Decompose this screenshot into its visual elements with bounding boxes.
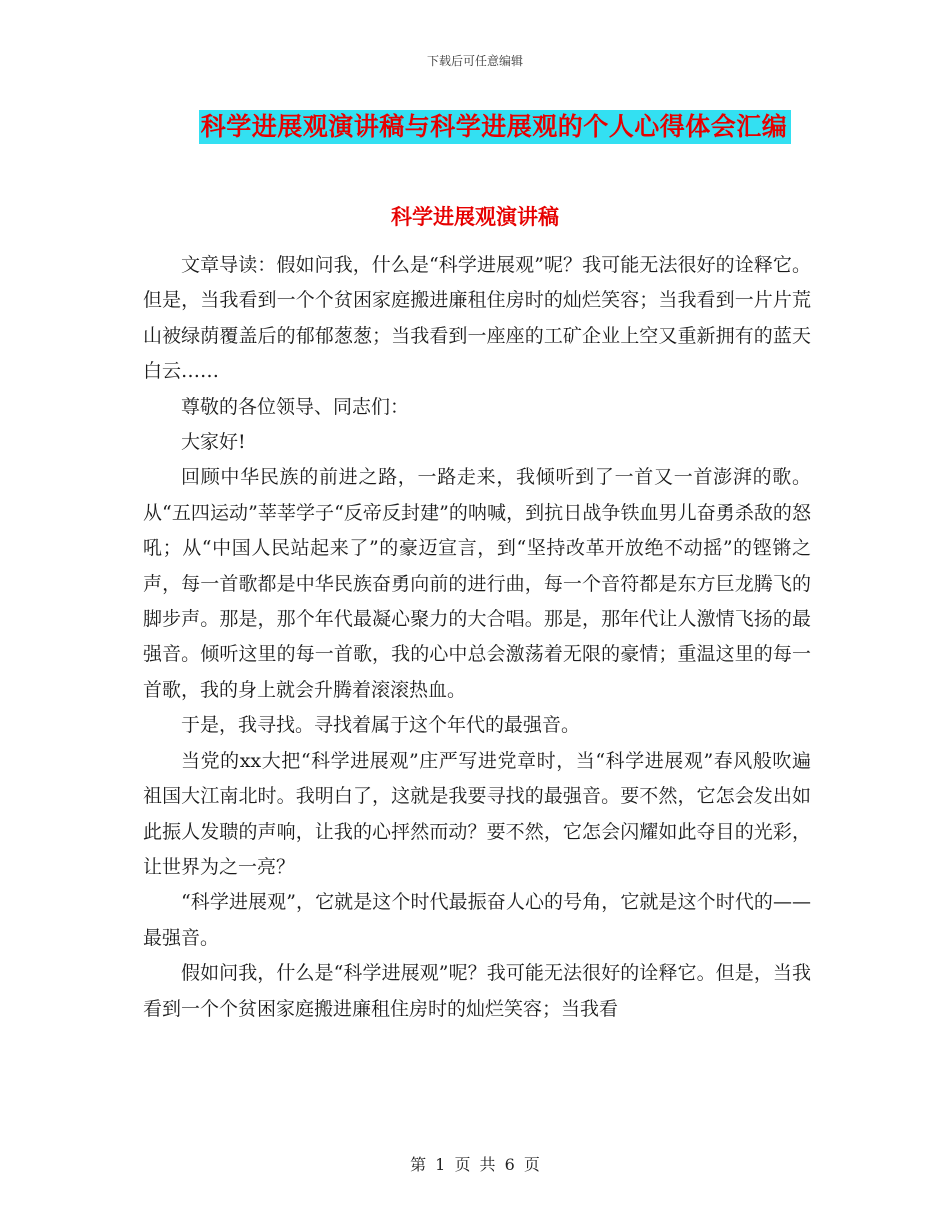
paragraph: 当党的xx大把“科学进展观”庄严写进党章时，当“科学进展观”春风般吹遍祖国大江南北时。我明白了，这就是我要寻找的最强音。要不然，它怎会发出如此振人发聩的声响，让我的心抨然而动？要不然，它怎会闪耀如此夺目的光彩，让世界为之一亮？ <box>143 749 811 878</box>
paragraph: 回顾中华民族的前进之路，一路走来，我倾听到了一首又一首澎湃的歌。从“五四运动”莘莘学子“反帝反封建”的呐喊，到抗日战争铁血男儿奋勇杀敌的怒吼；从“中国人民站起来了”的豪迈宣言，到“坚持改革开放绝不动摇”的铿锵之声，每一首歌都是中华民族奋勇向前的进行曲，每一个音符都是东方巨龙腾飞的脚步声。那是，那个年代最凝心聚力的大合唱。那是，那年代让人激情飞扬的最强音。倾听这里的每一首歌，我的心中总会激荡着无限的豪情；重温这里的每一首歌，我的身上就会升腾着滚滚热血。 <box>143 466 811 701</box>
paragraph: 尊敬的各位领导、同志们： <box>181 395 410 418</box>
paragraph: “科学进展观”，它就是这个时代最振奋人心的号角，它就是这个时代的——最强音。 <box>143 891 811 949</box>
body-text <box>143 248 811 1027</box>
document-title-container <box>0 110 950 144</box>
page-number-footer: 第 1 页 共 6 页 <box>410 1155 540 1174</box>
paragraph: 于是，我寻找。寻找着属于这个年代的最强音。 <box>181 714 581 737</box>
header-note: 下载后可任意编辑 <box>426 54 523 68</box>
section-title: 科学进展观演讲稿 <box>391 204 559 229</box>
document-title: 科学进展观演讲稿与科学进展观的个人心得体会汇编 <box>199 110 792 144</box>
paragraph: 文章导读：假如问我，什么是“科学进展观”呢？我可能无法很好的诠释它。但是，当我看到一个个贫困家庭搬进廉租住房时的灿烂笑容；当我看到一片片荒山被绿荫覆盖后的郁郁葱葱；当我看到一座座的工矿企业上空又重新拥有的蓝天白云…… <box>143 254 811 383</box>
paragraph: 大家好! <box>181 431 246 454</box>
paragraph: 假如问我，什么是“科学进展观”呢？我可能无法很好的诠释它。但是，当我看到一个个贫困家庭搬进廉租住房时的灿烂笑容；当我看 <box>143 962 811 1020</box>
